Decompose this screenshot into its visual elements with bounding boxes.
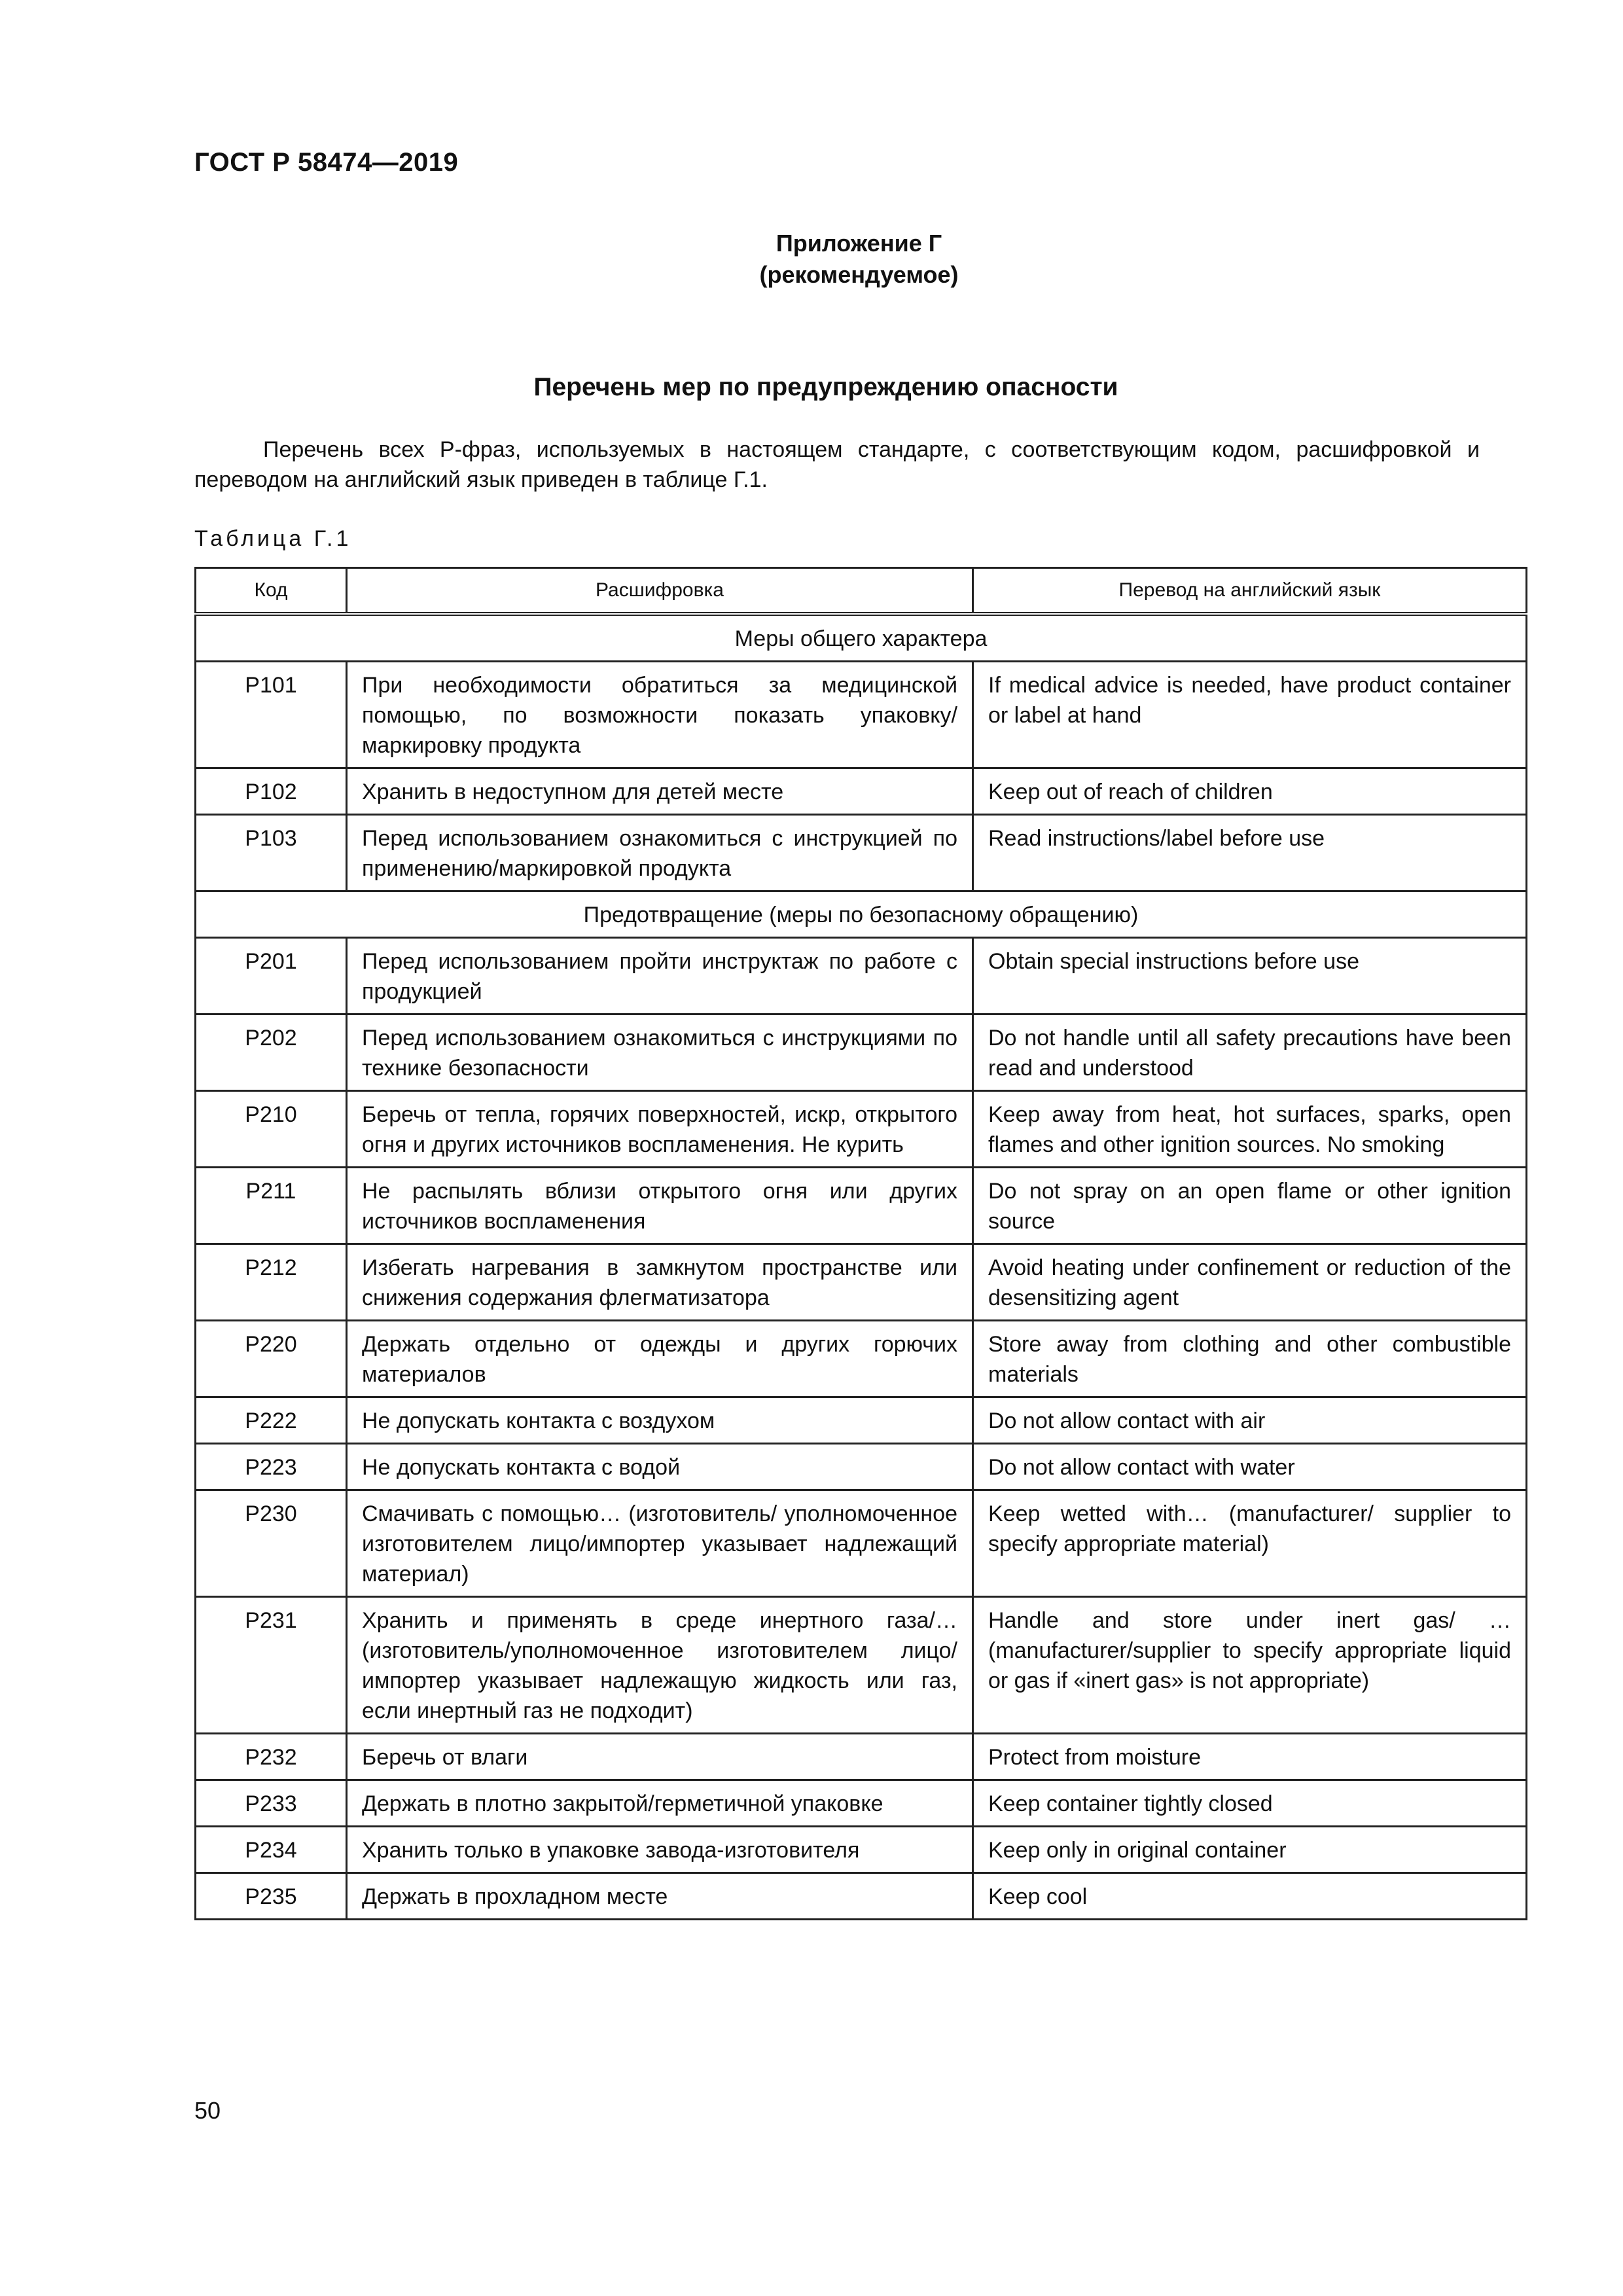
decoding-cell: Беречь от тепла, горячих поверхностей, искр, открытого огня и других источников воспламенения. Не курить <box>347 1091 973 1168</box>
table-row <box>196 1321 1527 1397</box>
translation-cell: Read instructions/label before use <box>973 815 1527 891</box>
table-row <box>196 1873 1527 1920</box>
code-cell: Р233 <box>196 1780 347 1827</box>
header-decoding: Расшифровка <box>347 568 973 615</box>
header-code: Код <box>196 568 347 615</box>
intro-text: Перечень всех Р-фраз, используемых в настоящем стандарте, с соответствующим кодом, расшифровкой и переводом на английский язык приведен в таблице Г.1. <box>194 437 1480 492</box>
table-row <box>196 1490 1527 1597</box>
translation-cell: Keep out of reach of children <box>973 768 1527 815</box>
table-caption: Таблица Г.1 <box>194 526 352 551</box>
table-row <box>196 815 1527 891</box>
table-row <box>196 1597 1527 1734</box>
translation-cell: If medical advice is needed, have product container or label at hand <box>973 662 1527 768</box>
section-row <box>196 614 1527 662</box>
decoding-cell: Не допускать контакта с водой <box>347 1444 973 1490</box>
code-cell: Р231 <box>196 1597 347 1734</box>
table-row <box>196 1168 1527 1244</box>
appendix-heading <box>0 228 1623 291</box>
translation-cell: Do not spray on an open flame or other ignition source <box>973 1168 1527 1244</box>
document-code: ГОСТ Р 58474—2019 <box>194 148 459 177</box>
section-title-cell: Предотвращение (меры по безопасному обращению) <box>196 891 1527 938</box>
table-header-row <box>196 568 1527 615</box>
code-cell: Р201 <box>196 938 347 1014</box>
header-translation: Перевод на английский язык <box>973 568 1527 615</box>
section-row <box>196 891 1527 938</box>
translation-cell: Keep container tightly closed <box>973 1780 1527 1827</box>
decoding-cell: Не допускать контакта с воздухом <box>347 1397 973 1444</box>
decoding-cell: Хранить и применять в среде инертного газа/… (изготовитель/уполномоченное изготовителем лицо/ импортер указывает надлежащую жидкость или газ, если инертный газ не подходит) <box>347 1597 973 1734</box>
table-row <box>196 768 1527 815</box>
table-row <box>196 1091 1527 1168</box>
section-title-cell: Меры общего характера <box>196 614 1527 662</box>
intro-paragraph <box>194 435 1480 495</box>
translation-cell: Avoid heating under confinement or reduction of the desensitizing agent <box>973 1244 1527 1321</box>
decoding-cell: Хранить в недоступном для детей месте <box>347 768 973 815</box>
table-row <box>196 1397 1527 1444</box>
decoding-cell: Держать в плотно закрытой/герметичной упаковке <box>347 1780 973 1827</box>
translation-cell: Keep away from heat, hot surfaces, sparks, open flames and other ignition sources. No smoking <box>973 1091 1527 1168</box>
code-cell: Р211 <box>196 1168 347 1244</box>
code-cell: Р212 <box>196 1244 347 1321</box>
decoding-cell: Держать в прохладном месте <box>347 1873 973 1920</box>
table-row <box>196 938 1527 1014</box>
code-cell: Р230 <box>196 1490 347 1597</box>
p-phrases-table <box>194 567 1527 1920</box>
translation-cell: Keep cool <box>973 1873 1527 1920</box>
translation-cell: Keep wetted with… (manufacturer/ supplier to specify appropriate material) <box>973 1490 1527 1597</box>
translation-cell: Keep only in original container <box>973 1827 1527 1873</box>
decoding-cell: Смачивать с помощью… (изготовитель/ уполномоченное изготовителем лицо/импортер указывает надлежащий материал) <box>347 1490 973 1597</box>
table-row <box>196 1827 1527 1873</box>
section-title: Перечень мер по предупреждению опасности <box>533 373 1118 401</box>
decoding-cell: Избегать нагревания в замкнутом пространстве или снижения содержания флегматизатора <box>347 1244 973 1321</box>
code-cell: Р202 <box>196 1014 347 1091</box>
table-row <box>196 662 1527 768</box>
code-cell: Р234 <box>196 1827 347 1873</box>
code-cell: Р232 <box>196 1734 347 1780</box>
table-body <box>196 614 1527 1920</box>
decoding-cell: Хранить только в упаковке завода-изготовителя <box>347 1827 973 1873</box>
table-row <box>196 1244 1527 1321</box>
table-row <box>196 1444 1527 1490</box>
decoding-cell: Перед использованием пройти инструктаж по работе с продукцией <box>347 938 973 1014</box>
translation-cell: Protect from moisture <box>973 1734 1527 1780</box>
appendix-title: Приложение Г <box>776 230 942 257</box>
decoding-cell: Не распылять вблизи открытого огня или других источников воспламенения <box>347 1168 973 1244</box>
translation-cell: Handle and store under inert gas/ … (manufacturer/supplier to specify appropriate liquid or gas if «inert gas» is not appropriate) <box>973 1597 1527 1734</box>
translation-cell: Do not allow contact with water <box>973 1444 1527 1490</box>
appendix-status: (рекомендуемое) <box>759 261 959 288</box>
translation-cell: Obtain special instructions before use <box>973 938 1527 1014</box>
decoding-cell: Перед использованием ознакомиться с инструкцией по применению/маркировкой продукта <box>347 815 973 891</box>
translation-cell: Do not allow contact with air <box>973 1397 1527 1444</box>
code-cell: Р210 <box>196 1091 347 1168</box>
table-row <box>196 1780 1527 1827</box>
decoding-cell: Перед использованием ознакомиться с инструкциями по технике безопасности <box>347 1014 973 1091</box>
table-row <box>196 1734 1527 1780</box>
decoding-cell: Держать отдельно от одежды и других горючих материалов <box>347 1321 973 1397</box>
page-number: 50 <box>194 2097 221 2124</box>
code-cell: Р235 <box>196 1873 347 1920</box>
code-cell: Р222 <box>196 1397 347 1444</box>
code-cell: Р101 <box>196 662 347 768</box>
code-cell: Р102 <box>196 768 347 815</box>
table-row <box>196 1014 1527 1091</box>
decoding-cell: Беречь от влаги <box>347 1734 973 1780</box>
code-cell: Р103 <box>196 815 347 891</box>
code-cell: Р220 <box>196 1321 347 1397</box>
decoding-cell: При необходимости обратиться за медицинской помощью, по возможности показать упаковку/маркировку продукта <box>347 662 973 768</box>
translation-cell: Do not handle until all safety precautions have been read and understood <box>973 1014 1527 1091</box>
translation-cell: Store away from clothing and other combustible materials <box>973 1321 1527 1397</box>
code-cell: Р223 <box>196 1444 347 1490</box>
